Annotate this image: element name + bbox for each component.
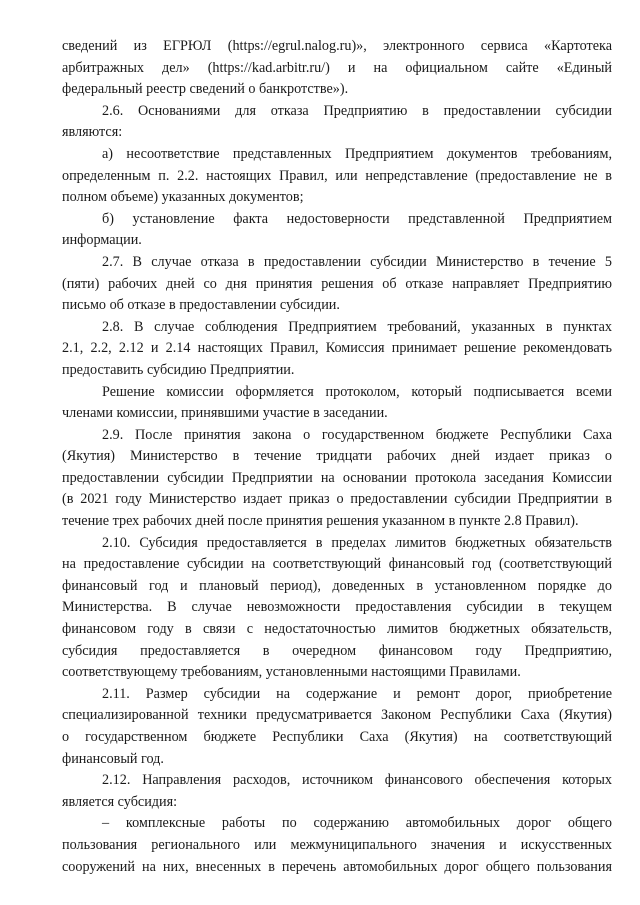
text-line: членами комиссии, принявшими участие в заседании. bbox=[62, 405, 388, 422]
text-line: – комплексные работы по содержанию автомобильных дорог общего bbox=[102, 815, 612, 832]
text-line: 2.1, 2.2, 2.12 и 2.14 настоящих Правил, Комиссия принимает решение рекомендовать bbox=[62, 340, 612, 357]
text-line: (Якутия) Министерство в течение тридцати рабочих дней издает приказ о bbox=[62, 448, 612, 465]
text-line: Министерства. В случае невозможности предоставления субсидии в текущем bbox=[62, 599, 612, 616]
paragraph-2-8 bbox=[62, 317, 612, 382]
text-line: о государственном бюджете Республики Саха (Якутия) на соответствующий bbox=[62, 729, 612, 745]
text-line: письмо об отказе в предоставлении субсидии. bbox=[62, 297, 340, 314]
text-line: Решение комиссии оформляется протоколом, который подписывается всеми bbox=[102, 383, 612, 400]
text-line: предоставить субсидию Предприятии. bbox=[62, 361, 295, 378]
text-line: 2.9. После принятия закона о государственном бюджете Республики Саха bbox=[102, 426, 612, 443]
text-line: полном объеме) указанных документов; bbox=[62, 189, 304, 206]
text-line: федеральный реестр сведений о банкротстве»). bbox=[62, 81, 349, 98]
text-line: 2.11. Размер субсидии на содержание и ремонт дорог, приобретение bbox=[102, 685, 612, 702]
text-line: (в 2021 году Министерство издает приказ о предоставлении субсидии Предприятии в bbox=[62, 491, 612, 508]
text-line: предоставлении субсидии Предприятии на основании протокола заседания Комиссии bbox=[62, 469, 612, 486]
text-line: 2.8. В случае соблюдения Предприятием требований, указанных в пунктах bbox=[102, 318, 612, 335]
text-line: являются: bbox=[62, 124, 123, 141]
text-line: б) установление факта недостоверности представленной Предприятием bbox=[102, 210, 612, 227]
paragraph-2-7 bbox=[62, 252, 612, 317]
paragraph-2-11 bbox=[62, 684, 612, 770]
paragraph-2-6-b bbox=[62, 209, 612, 252]
text-line: финансовый год. bbox=[62, 750, 164, 767]
text-line: специализированной техники предусматривается Законом Республики Саха (Якутия) bbox=[62, 707, 612, 724]
text-line: является субсидия: bbox=[62, 793, 178, 810]
text-line: 2.7. В случае отказа в предоставлении субсидии Министерство в течение 5 bbox=[102, 253, 612, 270]
text-line: определенным п. 2.2. настоящих Правил, или непредставление (предоставление не в bbox=[62, 167, 612, 184]
text-line: соответствующему требованиям, установленными настоящими Правилами. bbox=[62, 664, 521, 681]
paragraph-2-9 bbox=[62, 425, 612, 533]
paragraph-2-12 bbox=[62, 770, 612, 813]
text-line: 2.10. Субсидия предоставляется в пределах лимитов бюджетных обязательств bbox=[102, 534, 612, 551]
text-line: 2.6. Основаниями для отказа Предприятию в предоставлении субсидии bbox=[102, 102, 612, 119]
paragraph-decision bbox=[62, 382, 612, 425]
text-line: финансовом году в связи с недостаточностью лимитов бюджетных обязательств, bbox=[62, 621, 612, 638]
text-line: финансовый год и плановый период), доведенных в установленном порядке до bbox=[62, 577, 612, 594]
text-line: (пяти) рабочих дней со дня принятия решения об отказе направляет Предприятию bbox=[62, 275, 612, 292]
text-line: на предоставление субсидии на соответствующий финансовый год (соответствующий bbox=[62, 556, 612, 573]
text-line: субсидия предоставляется в очередном финансовом году Предприятию, bbox=[62, 642, 612, 659]
text-line: сведений из ЕГРЮЛ (https://egrul.nalog.ru)», электронного сервиса «Картотека bbox=[62, 38, 612, 54]
paragraph-2-10 bbox=[62, 533, 612, 684]
text-line: информации. bbox=[62, 232, 142, 249]
text-line: течение трех рабочих дней после принятия решения указанном в пункте 2.8 Правил). bbox=[62, 513, 579, 530]
text-line: арбитражных дел» (https://kad.arbitr.ru/) и на официальном сайте «Единый bbox=[62, 59, 612, 76]
text-line: пользования регионального или межмуниципального значения и искусственных bbox=[62, 836, 612, 853]
text-line: сооружений на них, внесенных в перечень автомобильных дорог общего пользования bbox=[62, 858, 612, 875]
text-line: 2.12. Направления расходов, источником финансового обеспечения которых bbox=[102, 772, 612, 789]
paragraph-2-12-dash bbox=[62, 813, 612, 878]
paragraph-2-6-a bbox=[62, 144, 612, 209]
paragraph-intro bbox=[62, 36, 612, 101]
text-line: а) несоответствие представленных Предприятием документов требованиям, bbox=[102, 145, 612, 162]
paragraph-2-6 bbox=[62, 101, 612, 144]
